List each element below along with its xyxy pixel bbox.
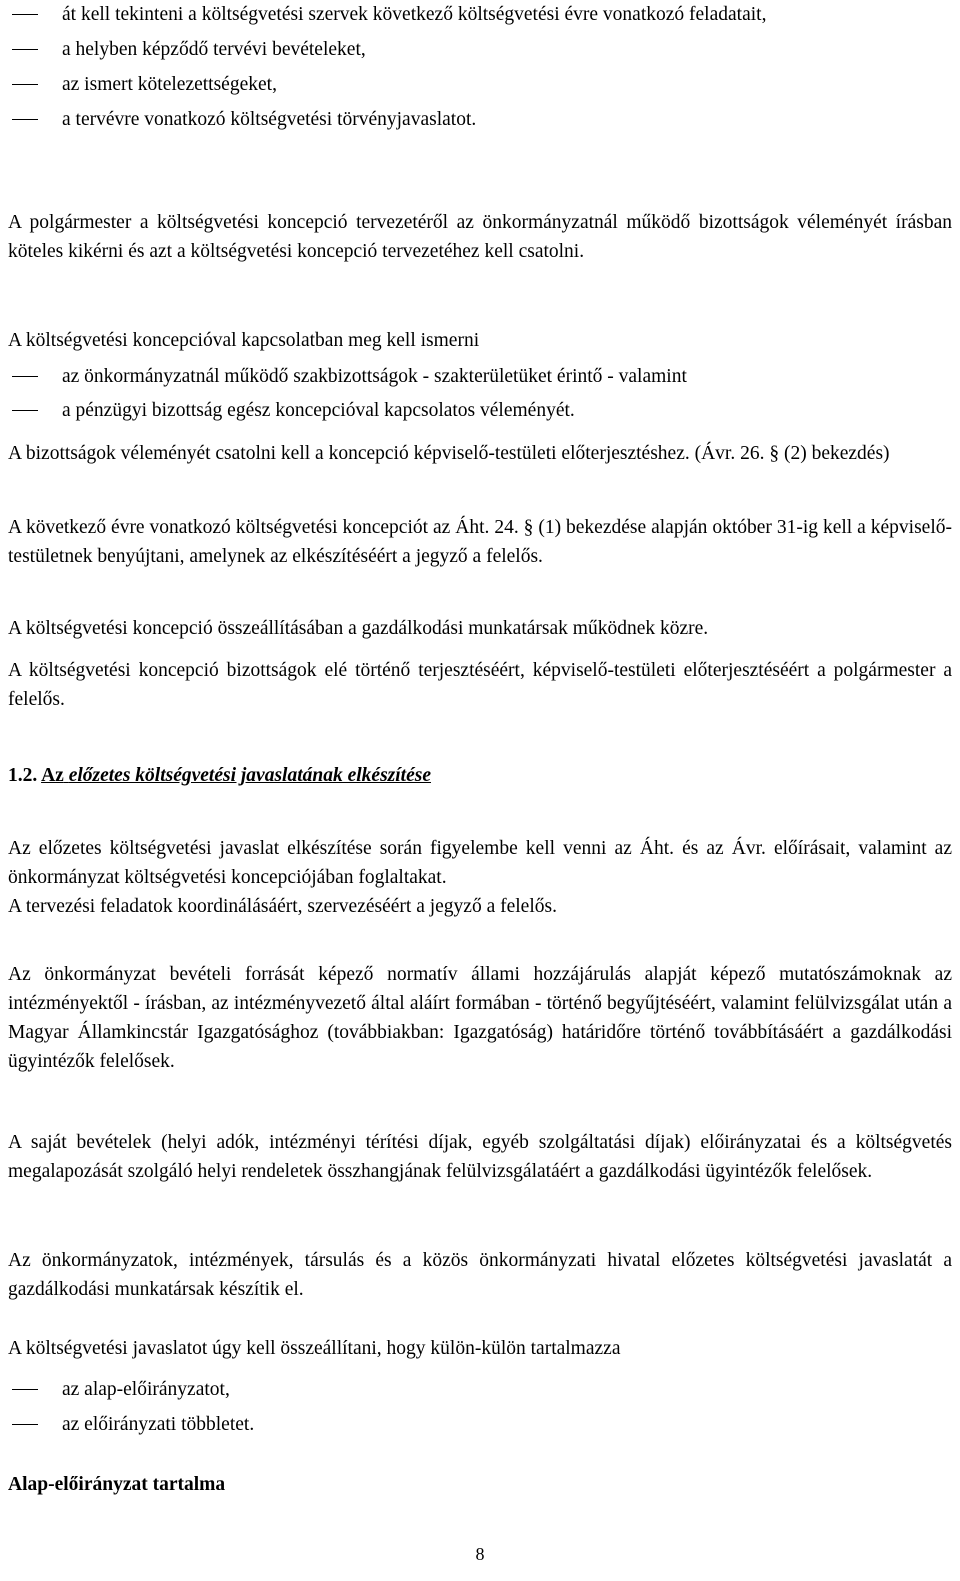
- paragraph: Az önkormányzatok, intézmények, társulás és a közös önkormányzati hivatal előzetes költségvetési javaslatát a gazdálkodási munkatársak készítik el.: [8, 1250, 952, 1300]
- paragraph: A polgármester a költségvetési koncepció tervezetéről az önkormányzatnál működő bizottságok véleményét írásban köteles kikérni és azt a költségvetési koncepció tervezetéhez kell csatolni.: [8, 212, 952, 262]
- section-heading: 1.2. Az előzetes költségvetési javaslatának elkészítése: [8, 765, 431, 786]
- page-number: 8: [475, 1544, 485, 1564]
- paragraph: A következő évre vonatkozó költségvetési koncepciót az Áht. 24. § (1) bekezdése alapján október 31-ig kell a képviselő-testületnek benyújtani, amelynek az elkészítéséért a jegyző a felelős.: [8, 517, 952, 567]
- dash-icon: [12, 376, 38, 377]
- dash-icon: [12, 14, 38, 15]
- paragraph: A költségvetési koncepcióval kapcsolatban meg kell ismerni: [8, 330, 480, 351]
- paragraph: A költségvetési koncepció összeállításában a gazdálkodási munkatársak működnek közre.: [8, 618, 709, 639]
- paragraph: A bizottságok véleményét csatolni kell a koncepció képviselő-testületi előterjesztéshez. (Ávr. 26. § (2) bekezdés): [8, 443, 890, 464]
- bullet-list-1: [8, 0, 952, 134]
- list-item: az előirányzati többletet.: [8, 1410, 952, 1439]
- list-item: az alap-előirányzatot,: [8, 1375, 952, 1404]
- paragraph: A költségvetési koncepció bizottságok elé történő terjesztéséért, képviselő-testületi előterjesztéséért a polgármester a felelős.: [8, 660, 952, 710]
- paragraph: Az önkormányzat bevételi forrását képező normatív állami hozzájárulás alapját képező mutatószámoknak az intézményektől - írásban, az intézményvezető által aláírt formában - történő begyűjtéséért, valamint felülvizsgálat után a Magyar Államkincstár Igazgatósághoz (továbbiakban: Igazgatóság) határidőre történő továbbításáért a gazdálkodási ügyintézők felelősek.: [8, 964, 952, 1072]
- list-item: a pénzügyi bizottság egész koncepcióval kapcsolatos véleményét.: [8, 396, 952, 425]
- list-item: a helyben képződő tervévi bevételeket,: [8, 35, 952, 64]
- dash-icon: [12, 49, 38, 50]
- list-item: az önkormányzatnál működő szakbizottságok - szakterületüket érintő - valamint: [8, 362, 952, 391]
- dash-icon: [12, 84, 38, 85]
- subheading: Alap-előirányzat tartalma: [8, 1474, 226, 1495]
- paragraph: Az előzetes költségvetési javaslat elkészítése során figyelembe kell venni az Áht. és az Ávr. előírásait, valamint az önkormányzat költségvetési koncepciójában foglaltakat.: [8, 838, 952, 888]
- dash-icon: [12, 1389, 38, 1390]
- paragraph: A tervezési feladatok koordinálásáért, szervezéséért a jegyző a felelős.: [8, 896, 557, 917]
- list-item: át kell tekinteni a költségvetési szervek következő költségvetési évre vonatkozó feladatait,: [8, 0, 952, 29]
- paragraph: A költségvetési javaslatot úgy kell összeállítani, hogy külön-külön tartalmazza: [8, 1338, 621, 1359]
- list-item: a tervévre vonatkozó költségvetési törvényjavaslatot.: [8, 105, 952, 134]
- list-item: az ismert kötelezettségeket,: [8, 70, 952, 99]
- dash-icon: [12, 119, 38, 120]
- paragraph: A saját bevételek (helyi adók, intézményi térítési díjak, egyéb szolgáltatási díjak) előirányzatai és a költségvetés megalapozását szolgáló helyi rendeletek összhangjának felülvizsgálatáért a gazdálkodási ügyintézők felelősek.: [8, 1132, 952, 1182]
- bullet-list-2: [8, 362, 952, 425]
- bullet-list-3: [8, 1375, 952, 1439]
- dash-icon: [12, 410, 38, 411]
- dash-icon: [12, 1424, 38, 1425]
